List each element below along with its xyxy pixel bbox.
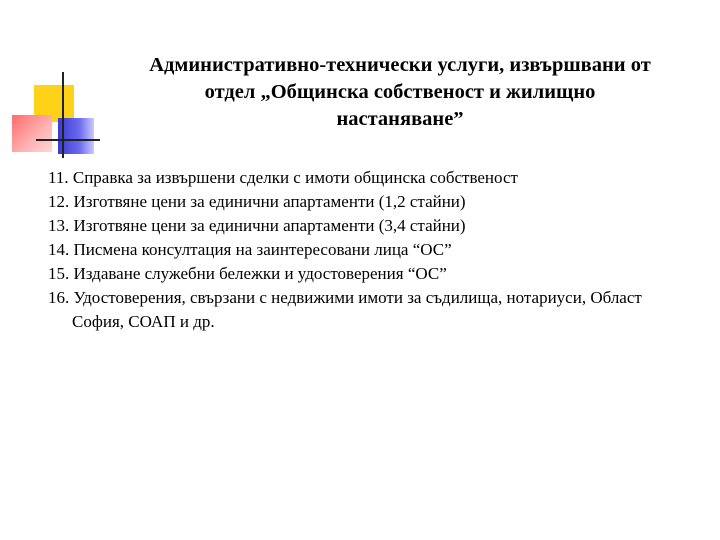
item-number: 13. [48,216,70,235]
slide-title [100,52,700,133]
item-text: Изготвяне цени за единични апартаменти (1,2 стайни) [73,192,466,211]
list-item [48,238,688,262]
title-line-1: Административно-технически услуги, извършвани от [149,54,651,76]
list-item [48,166,688,190]
list-item [48,214,688,238]
item-text: Справка за извършени сделки с имоти общинска собственост [72,168,518,187]
horizontal-rule [36,139,100,141]
red-square [12,115,52,152]
item-number: 16. [48,288,70,307]
item-text: Издаване служебни бележки и удостоверения “ОС” [73,264,447,283]
item-text: Писмена консултация на заинтересовани лица “ОС” [73,240,452,259]
title-line-3: настаняване” [336,108,464,130]
item-number: 15. [48,264,70,283]
title-line-2: отдел „Общинска собственост и жилищно [204,81,596,103]
service-list [48,166,688,334]
item-text: Изготвяне цени за единични апартаменти (3,4 стайни) [73,216,466,235]
item-number: 12. [48,192,70,211]
item-text: Удостоверения, свързани с недвижими имоти за съдилища, нотариуси, Област София, СОАП и др. [72,288,642,331]
list-item [48,262,688,286]
list-item [48,190,688,214]
vertical-rule [62,72,64,158]
list-item [48,286,688,334]
item-number: 14. [48,240,70,259]
item-number: 11. [48,168,69,187]
